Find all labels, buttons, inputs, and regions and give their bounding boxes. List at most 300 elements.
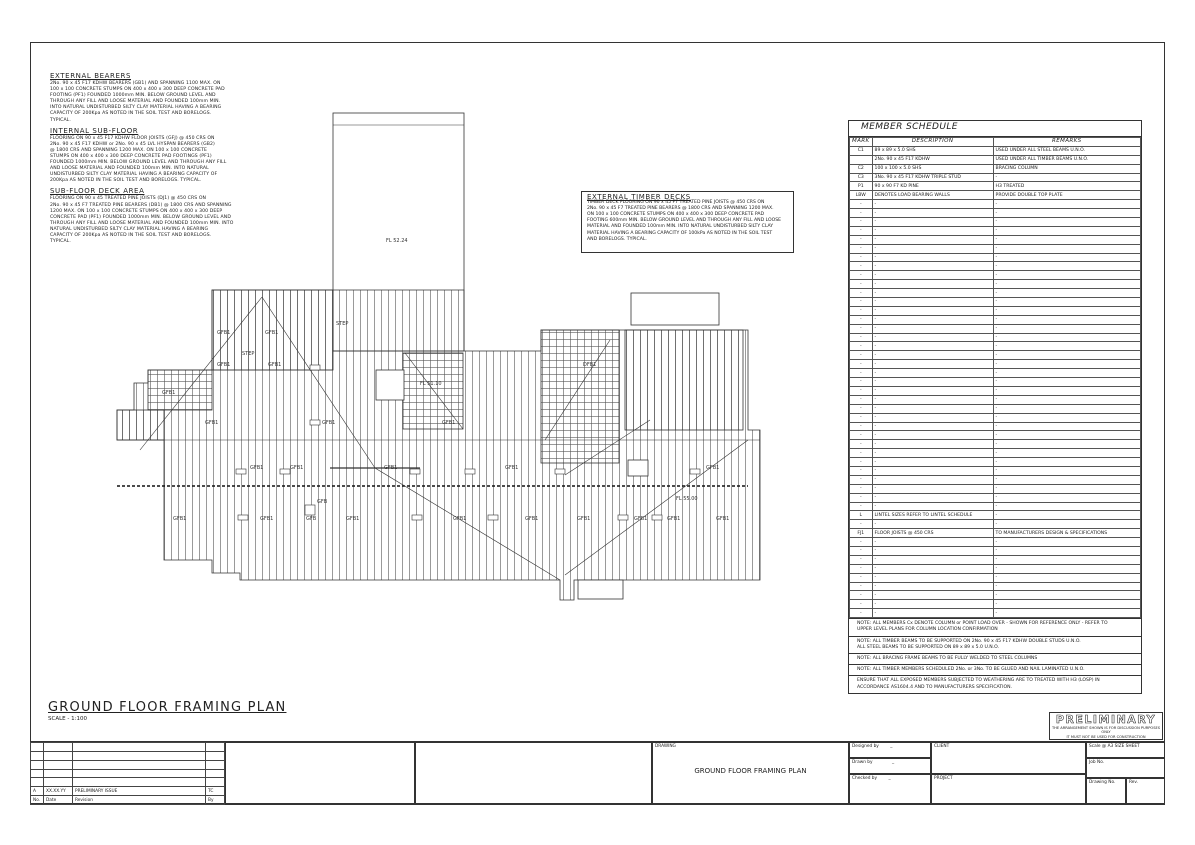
schedule-remarks: USED UNDER ALL TIMBER BEAMS U.N.O.	[993, 155, 1140, 164]
scale-label: Scale @ A3 SIZE SHEET	[1089, 744, 1140, 749]
schedule-row	[850, 351, 1141, 360]
rev-header-no: No.	[31, 796, 44, 805]
schedule-mark: -	[850, 582, 873, 591]
gfb1-label: GFB1	[525, 516, 539, 522]
schedule-mark: FJ1	[850, 529, 873, 538]
schedule-mark: -	[850, 591, 873, 600]
schedule-mark: -	[850, 573, 873, 582]
rev-header-revision: Revision	[73, 796, 206, 805]
schedule-description: -	[872, 600, 993, 609]
schedule-mark: LBW	[850, 191, 873, 200]
schedule-row	[850, 475, 1141, 484]
schedule-description: 90 x 90 F7 KD PINE	[872, 182, 993, 191]
schedule-row	[850, 306, 1141, 315]
schedule-remarks: -	[993, 386, 1140, 395]
preliminary-line-2: IT MUST NOT BE USED FOR CONSTRUCTION	[1066, 734, 1146, 739]
schedule-description: -	[872, 271, 993, 280]
schedule-mark: -	[850, 520, 873, 529]
drawn-by-label: Drawn by	[852, 760, 873, 765]
schedule-row	[850, 591, 1141, 600]
drawing-no-cell	[1086, 778, 1126, 805]
drawing-cell	[652, 742, 849, 805]
schedule-description: -	[872, 244, 993, 253]
schedule-remarks: -	[993, 493, 1140, 502]
schedule-mark: -	[850, 333, 873, 342]
schedule-row	[850, 582, 1141, 591]
schedule-mark: -	[850, 280, 873, 289]
schedule-remarks: -	[993, 466, 1140, 475]
schedule-row	[850, 440, 1141, 449]
schedule-remarks: -	[993, 235, 1140, 244]
schedule-mark: -	[850, 200, 873, 209]
schedule-description: -	[872, 573, 993, 582]
schedule-remarks: -	[993, 173, 1140, 182]
client-label: CLIENT	[934, 744, 950, 749]
schedule-description: 89 x 89 x 5.0 SHS	[872, 146, 993, 155]
gfb1-label: GFB1	[205, 420, 219, 426]
schedule-description: -	[872, 360, 993, 369]
gfb1-label: GFB1	[322, 420, 336, 426]
schedule-row	[850, 280, 1141, 289]
schedule-description: -	[872, 591, 993, 600]
schedule-mark: -	[850, 431, 873, 440]
schedule-header-mark: MARK	[850, 138, 873, 147]
schedule-remarks: -	[993, 342, 1140, 351]
gfb1-label: GFB1	[217, 330, 231, 336]
schedule-note: ENSURE THAT ALL EXPOSED MEMBERS SUBJECTED TO WEATHERING ARE TO TREATED WITH H3 (LOSP) IN ACCORDANCE AS1604.4 AND TO MANUFACTURERS SPECIFICATION.	[849, 675, 1141, 692]
schedule-mark: -	[850, 369, 873, 378]
preliminary-big-text: PRELIMINARY	[1055, 713, 1157, 726]
schedule-row	[850, 253, 1141, 262]
schedule-remarks: -	[993, 520, 1140, 529]
sub-floor-deck-text: FLOORING ON 90 x 45 TREATED PINE JOISTS (DJ1) @ 450 CRS ON 2No. 90 x 45 F7 TREATED PINE BEARERS (DB1) @ 1800 CRS AND SPANNING 1200 MAX. ON 100 x 100 CONCRETE STUMPS ON 400 x 400 x 300 DEEP CONCRETE PAD (PF1) FOUNDED 1000mm MIN. BELOW GROUND LEVEL AND THROUGH ANY FILL AND LOOSE MATERIAL AND FOUNDED 100mm MIN. INTO NATURAL UNDISTURBED SILTY CLAY MATERIAL HAVING A BEARING CAPACITY OF 200Kpa AS NOTED IN THE SOIL TEST AND BORELOGS. TYPICAL.	[50, 196, 234, 245]
schedule-row	[850, 262, 1141, 271]
schedule-row	[850, 289, 1141, 298]
schedule-description: -	[872, 209, 993, 218]
schedule-row	[850, 458, 1141, 467]
schedule-remarks: -	[993, 475, 1140, 484]
schedule-description: -	[872, 226, 993, 235]
schedule-mark: -	[850, 262, 873, 271]
schedule-remarks: -	[993, 413, 1140, 422]
fl-mid-label: FL 51.10	[420, 381, 442, 387]
schedule-remarks: -	[993, 564, 1140, 573]
schedule-remarks: -	[993, 609, 1140, 618]
revision-by: TC	[206, 787, 225, 796]
project-cell	[931, 774, 1086, 805]
schedule-mark: -	[850, 209, 873, 218]
preliminary-stamp	[1049, 712, 1163, 740]
gfb1-label: GFB1	[290, 465, 304, 471]
member-schedule	[848, 120, 1142, 694]
gfb1-label: GFB1	[505, 465, 519, 471]
schedule-description: FLOOR JOISTS @ 450 CRS	[872, 529, 993, 538]
title-block	[30, 741, 1165, 805]
project-label: PROJECT	[934, 776, 953, 781]
rev-cell	[1126, 778, 1165, 805]
drawn-by-value: _	[891, 760, 895, 765]
schedule-row	[850, 324, 1141, 333]
schedule-mark: -	[850, 413, 873, 422]
schedule-row	[850, 404, 1141, 413]
schedule-mark: -	[850, 538, 873, 547]
schedule-mark: -	[850, 235, 873, 244]
schedule-description: 2No. 90 x 45 F17 KDHW	[872, 155, 993, 164]
schedule-description: 100 x 100 x 5.0 SHS	[872, 164, 993, 173]
schedule-row	[850, 502, 1141, 511]
schedule-row	[850, 493, 1141, 502]
schedule-remarks: -	[993, 324, 1140, 333]
schedule-table	[849, 137, 1141, 618]
step-label-2: STEP	[242, 351, 255, 357]
schedule-mark: -	[850, 253, 873, 262]
scale-text: SCALE - 1:100	[48, 716, 87, 722]
schedule-remarks: -	[993, 404, 1140, 413]
schedule-row	[850, 422, 1141, 431]
gfb1-label: GFB1	[453, 516, 467, 522]
schedule-title: MEMBER SCHEDULE	[849, 121, 1141, 137]
schedule-mark: -	[850, 555, 873, 564]
schedule-row	[850, 395, 1141, 404]
schedule-notes	[849, 618, 1141, 693]
gfb1-label: GFB1	[217, 362, 231, 368]
schedule-mark: C1	[850, 146, 873, 155]
schedule-description: -	[872, 262, 993, 271]
schedule-mark: -	[850, 458, 873, 467]
schedule-description: -	[872, 280, 993, 289]
schedule-remarks: -	[993, 484, 1140, 493]
gfb1-label: GFB1	[346, 516, 360, 522]
schedule-remarks: -	[993, 449, 1140, 458]
schedule-mark: -	[850, 609, 873, 618]
rev-header-by: By	[206, 796, 225, 805]
schedule-mark: P1	[850, 182, 873, 191]
drawing-name: GROUND FLOOR FRAMING PLAN	[694, 767, 807, 775]
schedule-description: -	[872, 475, 993, 484]
schedule-description: -	[872, 440, 993, 449]
schedule-description: -	[872, 546, 993, 555]
schedule-mark: -	[850, 502, 873, 511]
schedule-description: DENOTES LOAD BEARING WALLS	[872, 191, 993, 200]
designed-by-value: _	[890, 744, 893, 749]
schedule-remarks: -	[993, 218, 1140, 227]
schedule-row	[850, 564, 1141, 573]
external-timber-decks-text: TIMBER DECK FLOORING ON 90 x 45 F7 TREATED PINE JOISTS @ 450 CRS ON 2No. 90 x 45 F7 TREATED PINE BEARERS @ 1800 CRS AND SPANNING 1200 MAX. ON 100 x 100 CONCRETE STUMPS ON 400 x 400 x 300 DEEP CONCRETE PAD FOOTING 600mm MIN. BELOW GROUND LEVEL AND THROUGH ANY FILL AND LOOSE MATERIAL AND FOUNDED 100mm MIN. INTO NATURAL UNDISTURBED SILTY CLAY MATERIAL HAVING A BEARING CAPACITY OF 100kPa AS NOTED IN THE SOIL TEST AND BORELOGS. TYPICAL.	[587, 200, 782, 242]
schedule-header-remarks: REMARKS	[993, 138, 1140, 147]
gfb1-label: GFB1	[716, 516, 730, 522]
schedule-note: NOTE: ALL MEMBERS Cx DENOTE COLUMN or POINT LOAD OVER - SHOWN FOR REFERENCE ONLY - REFER TO UPPER LEVEL PLANS FOR COLUMN LOCATION CONFIRMATION	[849, 618, 1141, 635]
drawing-title: GROUND FLOOR FRAMING PLAN	[48, 700, 287, 715]
schedule-mark: -	[850, 449, 873, 458]
schedule-mark: -	[850, 378, 873, 387]
schedule-description: -	[872, 466, 993, 475]
schedule-description: -	[872, 378, 993, 387]
schedule-description: -	[872, 351, 993, 360]
schedule-row	[850, 182, 1141, 191]
schedule-row	[850, 244, 1141, 253]
schedule-description: -	[872, 582, 993, 591]
schedule-mark: C2	[850, 164, 873, 173]
dfb1-label: DFB1	[583, 362, 597, 368]
schedule-remarks: -	[993, 458, 1140, 467]
schedule-remarks: PROVIDE DOUBLE TOP PLATE	[993, 191, 1140, 200]
schedule-description: -	[872, 253, 993, 262]
schedule-note: NOTE: ALL TIMBER MEMBERS SCHEDULED 2No. or 3No. TO BE GLUED AND NAIL LAMINATED U.N.O.	[849, 664, 1141, 675]
schedule-row	[850, 449, 1141, 458]
schedule-row	[850, 386, 1141, 395]
schedule-remarks: -	[993, 573, 1140, 582]
job-no-cell	[1086, 758, 1165, 778]
schedule-description: -	[872, 431, 993, 440]
schedule-row	[850, 209, 1141, 218]
gfb-label: GFB	[306, 516, 317, 522]
fl-right-label: FL 55.00	[676, 496, 698, 502]
schedule-mark: -	[850, 360, 873, 369]
schedule-description: -	[872, 609, 993, 618]
schedule-description: -	[872, 404, 993, 413]
revision-table	[30, 742, 225, 805]
gfb1-label: GFB1	[667, 516, 681, 522]
schedule-mark: -	[850, 493, 873, 502]
schedule-remarks: BRACING COLUMN	[993, 164, 1140, 173]
external-bearers-text: 2No. 90 x 45 F17 KDHW BEARERS (GB1) AND SPANNING 1100 MAX. ON 100 x 100 CONCRETE STUMPS ON 400 x 400 x 300 DEEP CONCRETE PAD FOOTING (PF1) FOUNDED 1000mm MIN. BELOW GROUND LEVEL AND THROUGH ANY FILL AND LOOSE MATERIAL AND FOUNDED 100mm MIN. INTO NATURAL UNDISTURBED SILTY CLAY MATERIAL HAVING A BEARING CAPACITY OF 200Kpa AS NOTED IN THE SOIL TEST AND BORELOGS. TYPICAL.	[50, 81, 225, 123]
schedule-row	[850, 342, 1141, 351]
gfb1-label: GFB1	[265, 330, 279, 336]
schedule-row	[850, 546, 1141, 555]
schedule-mark: -	[850, 244, 873, 253]
schedule-mark: -	[850, 298, 873, 307]
schedule-row	[850, 191, 1141, 200]
schedule-mark: -	[850, 324, 873, 333]
schedule-remarks: -	[993, 298, 1140, 307]
schedule-description: -	[872, 555, 993, 564]
schedule-mark: -	[850, 395, 873, 404]
schedule-row	[850, 369, 1141, 378]
external-timber-decks-heading: EXTERNAL TIMBER DECKS	[587, 193, 691, 201]
schedule-description: -	[872, 564, 993, 573]
revision-letter: A	[31, 787, 44, 796]
schedule-mark: -	[850, 351, 873, 360]
schedule-remarks: -	[993, 280, 1140, 289]
external-bearers-heading: EXTERNAL BEARERS	[50, 72, 132, 80]
schedule-description: -	[872, 235, 993, 244]
schedule-description: -	[872, 422, 993, 431]
schedule-remarks: -	[993, 333, 1140, 342]
schedule-mark: L	[850, 511, 873, 520]
schedule-description: -	[872, 413, 993, 422]
schedule-row	[850, 484, 1141, 493]
schedule-description: -	[872, 315, 993, 324]
gfb1-label: GFB1	[268, 362, 282, 368]
schedule-row	[850, 315, 1141, 324]
schedule-remarks: -	[993, 600, 1140, 609]
schedule-remarks: -	[993, 431, 1140, 440]
schedule-row	[850, 200, 1141, 209]
client-cell	[931, 742, 1086, 774]
schedule-mark: C3	[850, 173, 873, 182]
schedule-remarks: -	[993, 200, 1140, 209]
checked-by-value: _	[888, 776, 891, 781]
schedule-mark: -	[850, 315, 873, 324]
checked-by-label: Checked by	[852, 776, 878, 781]
schedule-remarks: -	[993, 226, 1140, 235]
schedule-mark: -	[850, 271, 873, 280]
schedule-description: -	[872, 520, 993, 529]
rev-label: Rev.	[1129, 780, 1139, 785]
schedule-row	[850, 271, 1141, 280]
designed-by-label: Designed by	[852, 744, 879, 749]
designed-by-cell	[849, 742, 931, 758]
schedule-mark: -	[850, 440, 873, 449]
schedule-mark: -	[850, 600, 873, 609]
gfb1-label: GFB1	[577, 516, 591, 522]
schedule-remarks: -	[993, 511, 1140, 520]
schedule-remarks: -	[993, 253, 1140, 262]
drawn-by-cell	[849, 758, 931, 774]
schedule-mark: -	[850, 466, 873, 475]
schedule-row	[850, 333, 1141, 342]
schedule-row	[850, 573, 1141, 582]
schedule-description: -	[872, 289, 993, 298]
schedule-description: -	[872, 218, 993, 227]
schedule-remarks: -	[993, 422, 1140, 431]
schedule-mark: -	[850, 404, 873, 413]
schedule-mark: -	[850, 218, 873, 227]
schedule-row	[850, 529, 1141, 538]
schedule-row	[850, 155, 1141, 164]
schedule-remarks: -	[993, 351, 1140, 360]
schedule-remarks: -	[993, 582, 1140, 591]
schedule-mark: -	[850, 564, 873, 573]
schedule-mark: -	[850, 546, 873, 555]
schedule-remarks: USED UNDER ALL STEEL BEAMS U.N.O.	[993, 146, 1140, 155]
schedule-row	[850, 298, 1141, 307]
schedule-description: -	[872, 493, 993, 502]
schedule-remarks: TO MANUFACTURERS DESIGN & SPECIFICATIONS	[993, 529, 1140, 538]
schedule-description: -	[872, 395, 993, 404]
schedule-remarks: -	[993, 315, 1140, 324]
drawing-no-label: Drawing No.	[1089, 780, 1116, 785]
schedule-remarks: -	[993, 538, 1140, 547]
schedule-mark: -	[850, 226, 873, 235]
schedule-row	[850, 173, 1141, 182]
scale-cell	[1086, 742, 1165, 758]
preliminary-line-1: THE ARRANGEMENT SHOWN IS FOR DISCUSSION PURPOSES ONLY	[1051, 726, 1161, 735]
schedule-row	[850, 235, 1141, 244]
schedule-description: -	[872, 369, 993, 378]
schedule-description: -	[872, 484, 993, 493]
schedule-remarks: -	[993, 289, 1140, 298]
schedule-row	[850, 146, 1141, 155]
checked-by-cell	[849, 774, 931, 805]
gfb1-label: GFB1	[634, 516, 648, 522]
schedule-row	[850, 555, 1141, 564]
schedule-body	[850, 146, 1141, 617]
schedule-mark: -	[850, 342, 873, 351]
schedule-description: -	[872, 298, 993, 307]
schedule-description: -	[872, 538, 993, 547]
sub-floor-deck-heading: SUB-FLOOR DECK AREA	[50, 187, 145, 196]
schedule-mark: -	[850, 422, 873, 431]
schedule-remarks: -	[993, 369, 1140, 378]
schedule-row	[850, 378, 1141, 387]
job-no-label: Job No.	[1089, 760, 1105, 765]
schedule-description: LINTEL SIZES REFER TO LINTEL SCHEDULE	[872, 511, 993, 520]
gfb1-label: GFB1	[173, 516, 187, 522]
schedule-mark	[850, 155, 873, 164]
schedule-mark: -	[850, 306, 873, 315]
schedule-description: -	[872, 306, 993, 315]
schedule-description: 3No. 90 x 45 F17 KDHW TRIPLE STUD	[872, 173, 993, 182]
schedule-row	[850, 226, 1141, 235]
schedule-row	[850, 511, 1141, 520]
drawing-label: DRAWING	[655, 744, 676, 749]
schedule-mark: -	[850, 475, 873, 484]
revision-date: XX.XX.YY	[44, 787, 73, 796]
schedule-row	[850, 520, 1141, 529]
blank-cell-2	[415, 742, 652, 805]
schedule-row	[850, 218, 1141, 227]
schedule-description: -	[872, 324, 993, 333]
blank-cell	[225, 742, 415, 805]
schedule-row	[850, 466, 1141, 475]
schedule-row	[850, 164, 1141, 173]
gfb1-label: GFB1	[384, 465, 398, 471]
schedule-description: -	[872, 333, 993, 342]
schedule-remarks: H3 TREATED	[993, 182, 1140, 191]
schedule-remarks: -	[993, 306, 1140, 315]
schedule-remarks: -	[993, 395, 1140, 404]
schedule-remarks: -	[993, 244, 1140, 253]
internal-sub-floor-heading: INTERNAL SUB-FLOOR	[50, 126, 139, 135]
schedule-remarks: -	[993, 360, 1140, 369]
gfb-label: GFB	[317, 499, 328, 505]
schedule-remarks: -	[993, 262, 1140, 271]
schedule-row	[850, 609, 1141, 618]
schedule-remarks: -	[993, 209, 1140, 218]
gfb1-label: GFB1	[162, 390, 176, 396]
schedule-remarks: -	[993, 591, 1140, 600]
schedule-remarks: -	[993, 546, 1140, 555]
schedule-description: -	[872, 449, 993, 458]
schedule-remarks: -	[993, 271, 1140, 280]
schedule-mark: -	[850, 484, 873, 493]
schedule-remarks: -	[993, 555, 1140, 564]
schedule-header-description: DESCRIPTION	[872, 138, 993, 147]
revision-description: PRELIMINARY ISSUE	[73, 787, 206, 796]
schedule-remarks: -	[993, 502, 1140, 511]
gfb1-label: GFB1	[706, 465, 720, 471]
schedule-note: NOTE: ALL BRACING FRAME BEAMS TO BE FULLY WELDED TO STEEL COLUMNS	[849, 653, 1141, 664]
gfb1-label: GFB1	[260, 516, 274, 522]
fl-upper-label: FL 52.24	[386, 238, 408, 244]
schedule-mark: -	[850, 386, 873, 395]
internal-sub-floor-text: FLOORING ON 90 x 45 F17 KDHW FLOOR JOISTS (GFJ) @ 450 CRS ON 2No. 90 x 45 F17 KDHW or 2No. 90 x 45 LVL HYSPAN BEARERS (GB2) @ 1800 CRS AND SPANNING 1200 MAX. ON 100 x 100 CONCRETE STUMPS ON 400 x 400 x 300 DEEP CONCRETE PAD FOOTINGS (PF1) FOUNDED 1000mm MIN. BELOW GROUND LEVEL AND THROUGH ANY FILL AND LOOSE MATERIAL AND FOUNDED 100mm MIN. INTO NATURAL UNDISTURBED SILTY CLAY MATERIAL HAVING A BEARING CAPACITY OF 200Kpa AS NOTED IN THE SOIL TEST AND BORELOGS. TYPICAL.	[50, 135, 227, 184]
schedule-row	[850, 360, 1141, 369]
schedule-remarks: -	[993, 440, 1140, 449]
gfb1-label: GFB1	[442, 420, 456, 426]
schedule-row	[850, 431, 1141, 440]
schedule-description: -	[872, 386, 993, 395]
schedule-description: -	[872, 502, 993, 511]
rev-header-date: Date	[44, 796, 73, 805]
schedule-row	[850, 538, 1141, 547]
schedule-remarks: -	[993, 378, 1140, 387]
schedule-description: -	[872, 458, 993, 467]
gfb1-label: GFB1	[250, 465, 264, 471]
schedule-row	[850, 600, 1141, 609]
schedule-description: -	[872, 342, 993, 351]
